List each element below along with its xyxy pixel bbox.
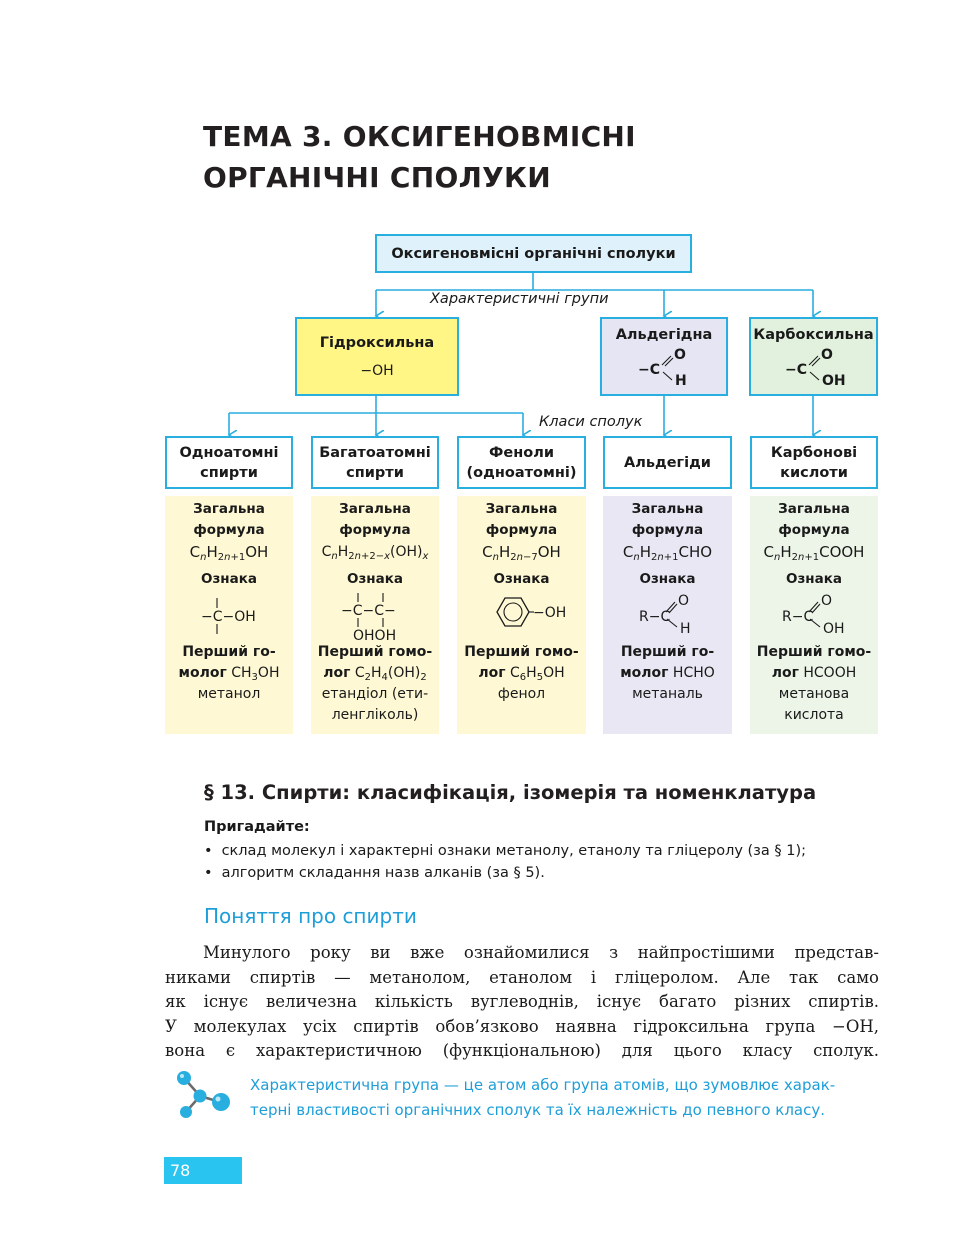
homolog-formula: HCOOH	[803, 665, 857, 681]
carboxyl-sign-structure	[750, 590, 878, 642]
paragraph-line: вона є характеристичною (функціональною) для цього класу сполук.	[165, 1041, 879, 1061]
homolog-label: Перший гомо-	[756, 644, 872, 660]
group-aldehyde	[600, 317, 728, 396]
panel-aldehydes	[603, 496, 732, 734]
groups-caption: Характеристичні групи	[426, 291, 613, 307]
panel-monohydric-alcohols	[165, 496, 293, 734]
panel-polyhydric-alcohols	[311, 496, 439, 734]
recall-item	[204, 862, 806, 884]
class-phenols	[457, 436, 586, 489]
general-formula: $C_nH_{2n+1}CHO$	[622, 543, 713, 563]
recall-list	[204, 840, 806, 884]
group-carboxyl-label: Карбоксильна	[753, 327, 874, 343]
svg-text:O: O	[674, 347, 686, 363]
section-heading: § 13. Спирти: класифікація, ізомерія та номенклатура	[204, 781, 817, 804]
homolog-line	[603, 663, 732, 684]
class-monohydric-alcohols	[165, 436, 293, 489]
sign-label: Ознака	[346, 571, 404, 587]
molecule-icon	[172, 1068, 236, 1124]
sign-structure	[311, 590, 439, 642]
homolog-label: лог	[478, 665, 506, 681]
group-hydroxyl	[295, 317, 459, 396]
homolog-label: лог	[771, 665, 799, 681]
class-aldehydes	[603, 436, 732, 489]
paragraph-line: У молекулах усіх спиртів обов’язково наявна гідроксильна група −OH,	[165, 1016, 879, 1036]
homolog-line	[457, 663, 586, 684]
recall-item-text: алгоритм складання назв алканів (за § 5).	[221, 865, 545, 881]
svg-text:R−C: R−C	[639, 609, 671, 625]
sign-structure	[603, 590, 732, 642]
homolog-formula: $C_6H_5OH$	[510, 665, 565, 683]
class-label-line2: спирти	[200, 464, 258, 481]
classes-caption: Класи сполук	[535, 414, 646, 430]
aldehyde-sign-structure	[603, 590, 732, 642]
aldehyde-group-structure	[634, 345, 694, 391]
root-box	[375, 234, 692, 273]
diol-sign-structure	[311, 590, 439, 642]
general-formula-label: Загальна	[485, 501, 558, 517]
svg-text:H: H	[675, 373, 687, 389]
homolog-name: фенол	[497, 686, 546, 702]
homolog-formula: $C_2H_4(OH)_2$	[354, 665, 427, 683]
svg-text:R−C: R−C	[782, 609, 814, 625]
recall-item	[204, 840, 806, 862]
definition	[250, 1073, 882, 1123]
svg-text:−C−C−: −C−C−	[341, 603, 396, 619]
class-label-line2: (одноатомні)	[466, 464, 577, 481]
general-formula-label: формула	[485, 522, 558, 538]
paragraph-line: Минулого року ви вже ознайомилися з найпростішими представ-	[203, 943, 879, 962]
subheading: Поняття про спирти	[204, 904, 417, 928]
svg-text:−OH: −OH	[533, 605, 567, 621]
homolog-label: молог	[620, 665, 669, 681]
homolog-line	[311, 663, 439, 684]
svg-text:H: H	[680, 621, 691, 637]
sign-label: Ознака	[639, 571, 696, 587]
svg-text:OH: OH	[823, 621, 845, 637]
benzene-ring-icon	[457, 590, 586, 642]
group-aldehyde-label: Альдегідна	[615, 327, 713, 343]
definition-line: терні властивості органічних сполук та їх належність до певного класу.	[250, 1101, 825, 1119]
general-formula: $C_nH_{2n+1}OH$	[189, 543, 269, 563]
svg-text:O: O	[678, 593, 690, 609]
general-formula-label: Загальна	[193, 501, 265, 517]
class-label-line2: кислоти	[780, 464, 848, 481]
homolog-label: молог	[178, 665, 227, 681]
paragraph-line: як існує величезна кількість вуглеводнів, існує багато різних спиртів.	[165, 992, 879, 1012]
class-label-line2: спирти	[346, 464, 404, 481]
homolog-name: метаналь	[632, 686, 703, 702]
sign-label: Ознака	[493, 571, 550, 587]
title-line-2: ОРГАНІЧНІ СПОЛУКИ	[203, 161, 551, 194]
svg-text:O: O	[821, 593, 833, 609]
carboxyl-group-structure	[781, 345, 847, 391]
homolog-line	[750, 663, 878, 684]
general-formula-label: формула	[778, 522, 850, 538]
class-label-line1: Багатоатомні	[319, 444, 431, 461]
definition-line: Характеристична група — це атом або група атомів, що зумовлює харак-	[250, 1076, 836, 1094]
paragraph-line: никами спиртів — метанолом, етанолом і гліцеролом. Але так само	[165, 967, 879, 987]
svg-text:OH: OH	[821, 373, 846, 389]
homolog-name: метанова	[778, 686, 850, 702]
svg-text:−C: −C	[784, 362, 807, 378]
general-formula-label: Загальна	[631, 501, 704, 517]
svg-text:OHOH: OHOH	[353, 628, 397, 642]
homolog-label: Перший го-	[182, 644, 276, 660]
class-polyhydric-alcohols	[311, 436, 439, 489]
homolog-name: етандіол (ети-	[321, 686, 429, 702]
group-carboxyl	[749, 317, 878, 396]
homolog-name: ленгліколь)	[331, 707, 419, 723]
homolog-label: Перший гомо-	[317, 644, 433, 660]
class-label-line1: Карбонові	[770, 444, 858, 461]
class-label-line1: Одноатомні	[179, 444, 279, 461]
class-label-line1: Альдегіди	[624, 454, 711, 471]
homolog-line	[165, 663, 293, 684]
alcohol-sign-structure	[165, 590, 293, 642]
general-formula-label: Загальна	[339, 501, 411, 517]
paragraph	[165, 941, 879, 1064]
sign-label: Ознака	[785, 571, 843, 587]
homolog-label: лог	[323, 665, 351, 681]
homolog-name: метанол	[197, 686, 261, 702]
sign-structure	[457, 590, 586, 642]
group-hydroxyl-label: Гідроксильна	[319, 334, 435, 351]
sign-structure	[165, 590, 293, 642]
group-hydroxyl-formula: −OH	[360, 362, 394, 379]
panel-carboxylic-acids	[750, 496, 878, 734]
homolog-name: кислота	[784, 707, 844, 723]
panel-phenols	[457, 496, 586, 734]
homolog-formula: HCHO	[672, 665, 715, 681]
title-line-1: ТЕМА 3. ОКСИГЕНОВМІСНІ	[203, 120, 636, 153]
homolog-label: Перший гомо-	[464, 644, 579, 660]
recall-title: Пригадайте:	[204, 819, 310, 835]
general-formula-label: формула	[339, 522, 411, 538]
class-label-line1: Феноли	[489, 444, 554, 461]
general-formula-label: формула	[193, 522, 265, 538]
svg-text:O: O	[820, 347, 833, 363]
page-number: 78	[164, 1157, 242, 1184]
general-formula: $C_nH_{2n-7}OH$	[482, 543, 561, 563]
general-formula-label: Загальна	[778, 501, 850, 517]
svg-text:−C: −C	[638, 362, 661, 378]
general-formula: $C_nH_{2n+2-x}(OH)_x$	[321, 544, 429, 562]
class-carboxylic-acids	[750, 436, 878, 489]
root-label: Оксигеновмісні органічні сполуки	[391, 245, 676, 262]
recall-item-text: склад молекул і характерні ознаки метанолу, етанолу та гліцеролу (за § 1);	[221, 843, 807, 859]
svg-text:−C−OH: −C−OH	[201, 609, 256, 625]
general-formula-label: формула	[631, 522, 704, 538]
homolog-label: Перший го-	[620, 644, 715, 660]
sign-label: Ознака	[200, 571, 258, 587]
general-formula: $C_nH_{2n+1}COOH$	[763, 543, 865, 563]
sign-structure	[750, 590, 878, 642]
homolog-formula: $CH_3OH$	[231, 665, 280, 683]
